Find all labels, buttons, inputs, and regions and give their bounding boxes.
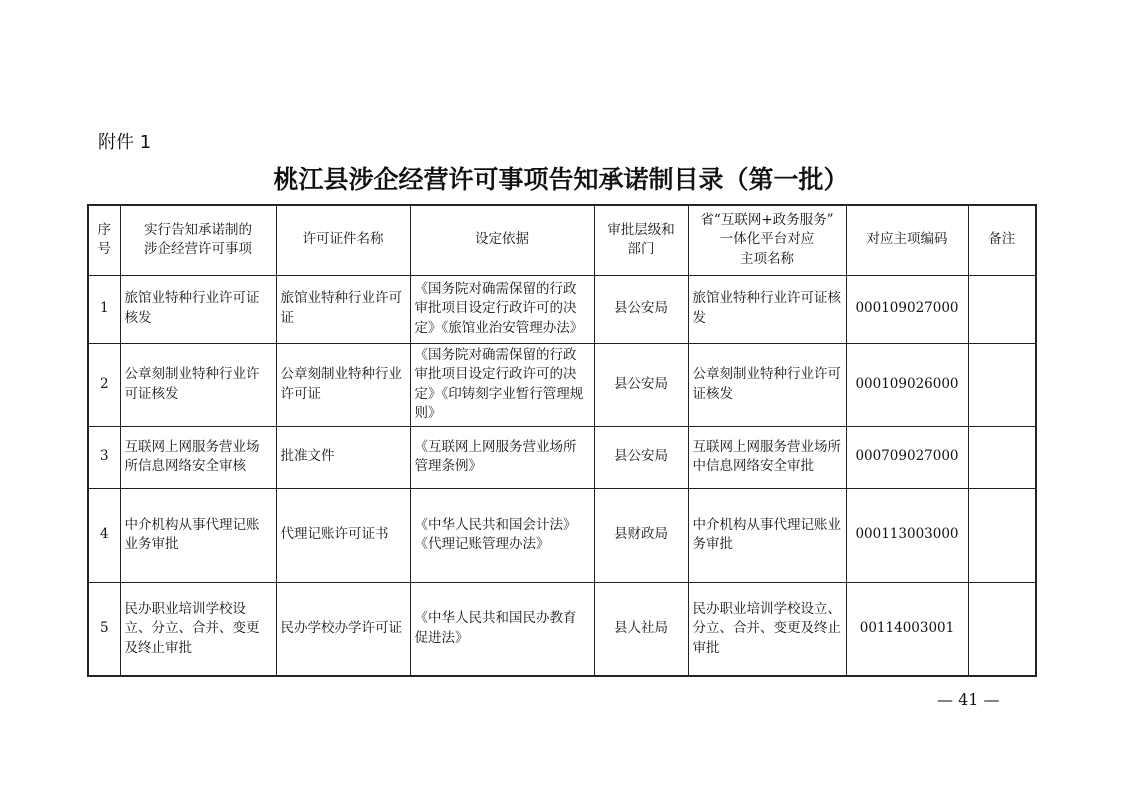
row-seq: 4 [88,488,120,582]
header-license: 许可证件名称 [276,205,410,275]
row-basis: 《中华人民共和国会计法》《代理记账管理办法》 [410,488,594,582]
row-level: 县公安局 [594,343,688,426]
table-row [88,488,1036,582]
row-license: 旅馆业特种行业许可证 [276,275,410,343]
attachment-label: 附件 1 [98,132,152,153]
row-remark [968,275,1036,343]
document-title: 桃江县涉企经营许可事项告知承诺制目录（第一批） [273,165,849,194]
row-remark [968,426,1036,488]
row-level: 县人社局 [594,582,688,676]
header-basis: 设定依据 [410,205,594,275]
row-license: 民办学校办学许可证 [276,582,410,676]
row-basis: 《国务院对确需保留的行政审批项目设定行政许可的决定》《印铸刻字业暂行管理规则》 [410,343,594,426]
row-license: 代理记账许可证书 [276,488,410,582]
row-level: 县公安局 [594,275,688,343]
row-platform: 互联网上网服务营业场所中信息网络安全审批 [688,426,846,488]
row-platform: 民办职业培训学校设立、分立、合并、变更及终止审批 [688,582,846,676]
row-basis: 《中华人民共和国民办教育促进法》 [410,582,594,676]
row-platform: 公章刻制业特种行业许可证核发 [688,343,846,426]
row-item: 中介机构从事代理记账业务审批 [120,488,276,582]
row-level: 县公安局 [594,426,688,488]
row-item: 旅馆业特种行业许可证核发 [120,275,276,343]
row-basis: 《国务院对确需保留的行政审批项目设定行政许可的决定》《旅馆业治安管理办法》 [410,275,594,343]
header-seq: 序 号 [88,205,120,275]
page-number: — 41 — [937,690,1000,709]
table-header-row [88,205,1036,275]
row-seq: 1 [88,275,120,343]
row-item: 民办职业培训学校设立、分立、合并、变更及终止审批 [120,582,276,676]
row-code: 00114003001 [846,582,968,676]
header-remark: 备注 [968,205,1036,275]
table-row [88,582,1036,676]
row-code: 000109027000 [846,275,968,343]
row-license: 公章刻制业特种行业许可证 [276,343,410,426]
row-code: 000109026000 [846,343,968,426]
table-row [88,426,1036,488]
header-item: 实行告知承诺制的 涉企经营许可事项 [120,205,276,275]
row-remark [968,582,1036,676]
row-code: 000709027000 [846,426,968,488]
header-level: 审批层级和 部门 [594,205,688,275]
header-code: 对应主项编码 [846,205,968,275]
row-license: 批准文件 [276,426,410,488]
catalog-table [87,204,1037,677]
row-seq: 3 [88,426,120,488]
table-row [88,275,1036,343]
row-platform: 旅馆业特种行业许可证核发 [688,275,846,343]
row-code: 000113003000 [846,488,968,582]
row-basis: 《互联网上网服务营业场所管理条例》 [410,426,594,488]
row-item: 互联网上网服务营业场所信息网络安全审核 [120,426,276,488]
header-platform: 省“互联网+政务服务” 一体化平台对应 主项名称 [688,205,846,275]
row-platform: 中介机构从事代理记账业务审批 [688,488,846,582]
row-seq: 5 [88,582,120,676]
table-row [88,343,1036,426]
row-item: 公章刻制业特种行业许可证核发 [120,343,276,426]
row-remark [968,343,1036,426]
row-level: 县财政局 [594,488,688,582]
row-remark [968,488,1036,582]
row-seq: 2 [88,343,120,426]
